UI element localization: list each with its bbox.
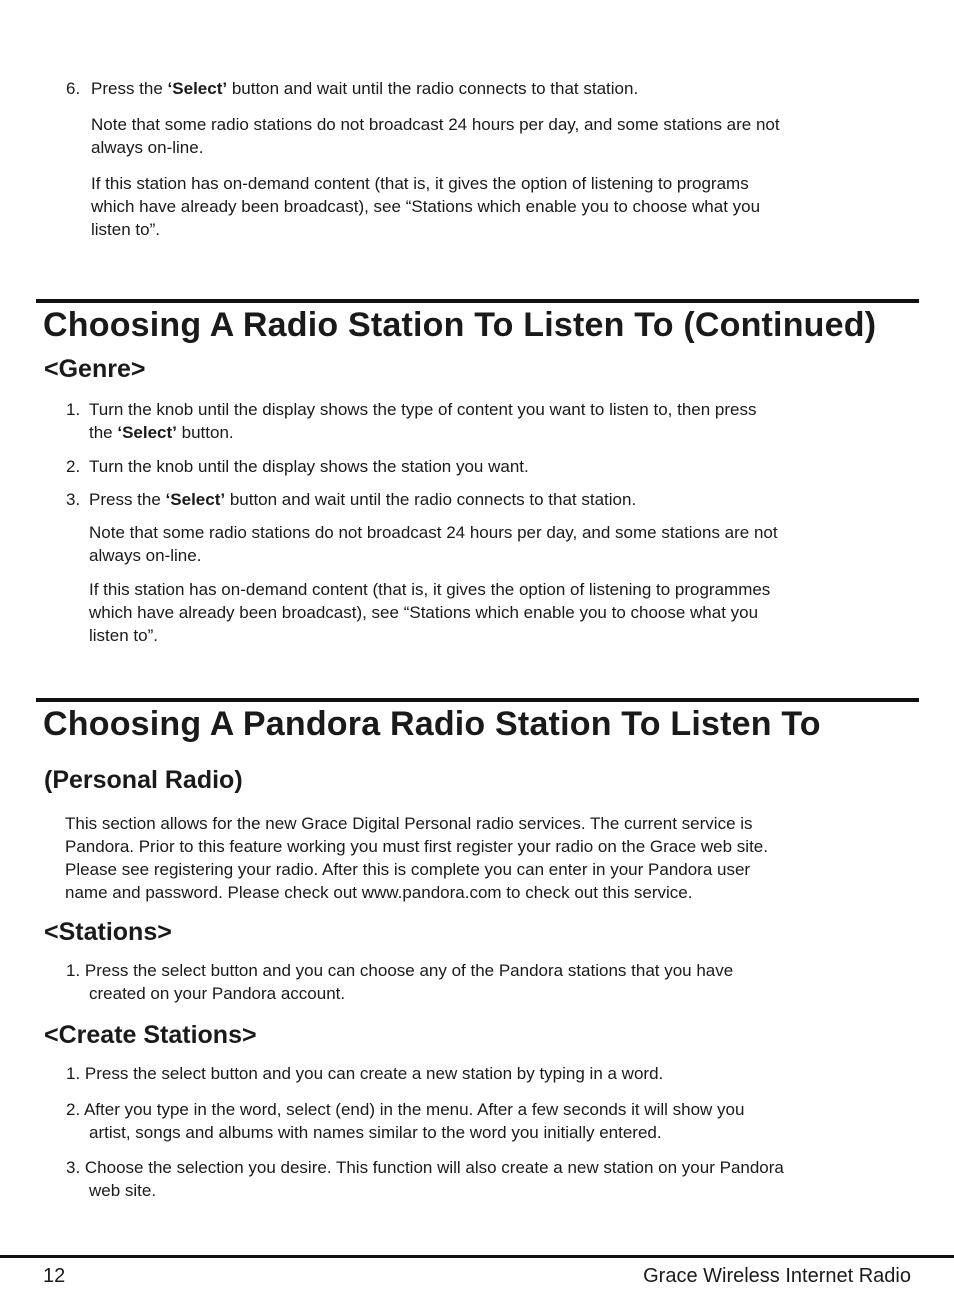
section-divider [36,299,919,303]
section-title: Choosing A Pandora Radio Station To Listen To [43,705,821,743]
page-number: 12 [43,1265,66,1287]
list-item: Press the ‘Select’ button and wait until the radio connects to that station. [91,79,639,98]
select-label: ‘Select’ [167,79,228,98]
note-paragraph: Note that some radio stations do not broadcast 24 hours per day, and some stations are not always on-line. [89,523,778,565]
select-label: ‘Select’ [117,423,177,442]
list-item: 3. Choose the selection you desire. This function will also create a new station on your Pandora web site. [66,1158,784,1200]
list-number: 3. [66,490,81,509]
list-item: Turn the knob until the display shows the type of content you want to listen to, then press the ‘Select’ button. [89,400,757,442]
section-divider [36,698,919,702]
section-subtitle: (Personal Radio) [44,766,243,794]
intro-paragraph: This section allows for the new Grace Digital Personal radio services. The current service is Pandora. Prior to this feature working you must first register your radio on the Grace web site. Please see registering your radio. After this is complete you can enter in your Pandora user name and password. Please check out www.pandora.com to check out this service. [65,814,768,902]
footer-divider [0,1255,954,1258]
select-label: ‘Select’ [165,490,226,509]
note-paragraph: If this station has on-demand content (that is, it gives the option of listening to programs which have already been broadcast), see “Stations which enable you to choose what you listen to”. [91,174,761,239]
list-item: Press the ‘Select’ button and wait until the radio connects to that station. [89,490,637,509]
list-number: 6. [66,79,81,98]
note-paragraph: Note that some radio stations do not broadcast 24 hours per day, and some stations are not always on-line. [91,115,780,157]
create-stations-heading: <Create Stations> [44,1021,257,1049]
footer-title: Grace Wireless Internet Radio [643,1265,911,1287]
list-number: 2. [66,457,81,476]
list-item: Turn the knob until the display shows the station you want. [89,457,529,476]
section-subtitle: <Genre> [44,355,146,383]
note-paragraph: If this station has on-demand content (that is, it gives the option of listening to programmes which have already been broadcast), see “Stations which enable you to choose what you listen to”. [89,580,771,645]
list-item: 2. After you type in the word, select (end) in the menu. After a few seconds it will show you artist, songs and albums with names similar to the word you initially entered. [66,1100,745,1142]
section-title: Choosing A Radio Station To Listen To (Continued) [43,306,877,344]
list-number: 1. [66,400,81,419]
list-item: 1. Press the select button and you can choose any of the Pandora stations that you have created on your Pandora account. [66,961,734,1003]
stations-heading: <Stations> [44,918,172,946]
list-item: 1. Press the select button and you can create a new station by typing in a word. [66,1064,664,1083]
